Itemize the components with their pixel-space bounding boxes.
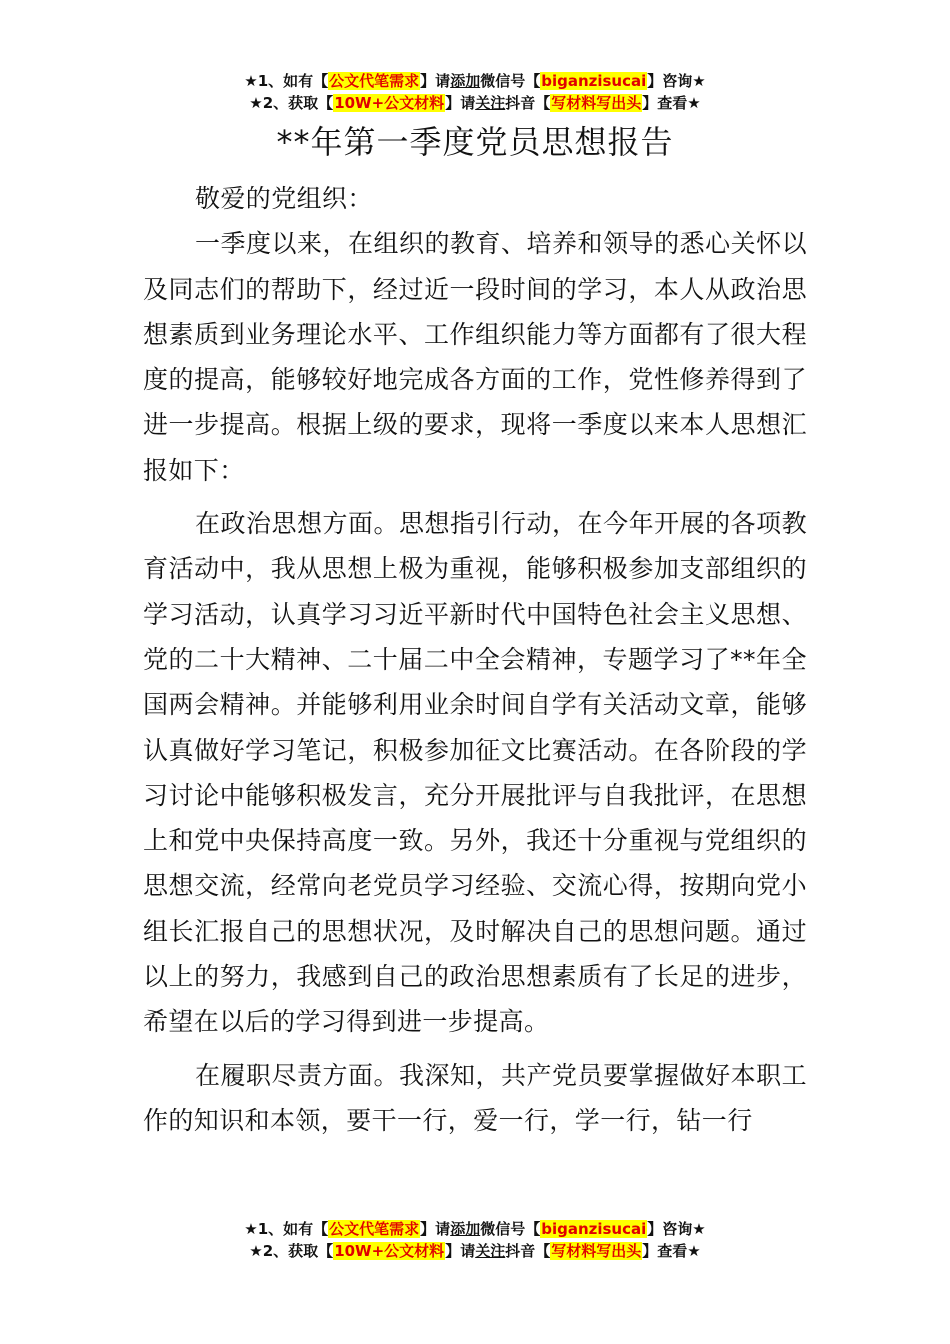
wechat-id-highlight: biganzisucai xyxy=(541,72,647,90)
document-body xyxy=(143,176,807,1143)
footer-notice xyxy=(0,1218,950,1262)
notice-line-1: ★1、如有【公文代笔需求】请添加微信号【biganzisucai】咨询★ xyxy=(244,1220,706,1238)
notice-line-2: ★2、获取【10W+公文材料】请关注抖音【写材料写出头】查看★ xyxy=(249,94,701,112)
douyin-account-highlight: 写材料写出头 xyxy=(551,1242,642,1260)
notice-highlight: 10W+公文材料 xyxy=(334,94,445,112)
notice-highlight: 公文代笔需求 xyxy=(329,1220,420,1238)
paragraph: 在履职尽责方面。我深知，共产党员要掌握做好本职工作的知识和本领，要干一行，爱一行，学一行，钻一行 xyxy=(143,1060,807,1135)
notice-line-2: ★2、获取【10W+公文材料】请关注抖音【写材料写出头】查看★ xyxy=(249,1242,701,1260)
wechat-id-highlight: biganzisucai xyxy=(541,1220,647,1238)
notice-highlight: 公文代笔需求 xyxy=(329,72,420,90)
douyin-account-highlight: 写材料写出头 xyxy=(551,94,642,112)
salutation: 敬爱的党组织： xyxy=(195,184,373,213)
paragraph: 一季度以来，在组织的教育、培养和领导的悉心关怀以及同志们的帮助下，经过近一段时间的学习，本人从政治思想素质到业务理论水平、工作组织能力等方面都有了很大程度的提高，能够较好地完成各方面的工作，党性修养得到了进一步提高。根据上级的要求，现将一季度以来本人思想汇报如下： xyxy=(143,229,807,485)
paragraph: 在政治思想方面。思想指引行动，在今年开展的各项教育活动中，我从思想上极为重视，能够积极参加支部组织的学习活动，认真学习习近平新时代中国特色社会主义思想、党的二十大精神、二十届二中全会精神，专题学习了**年全国两会精神。并能够利用业余时间自学有关活动文章，能够认真做好学习笔记，积极参加征文比赛活动。在各阶段的学习讨论中能够积极发言，充分开展批评与自我批评，在思想上和党中央保持高度一致。另外，我还十分重视与党组织的思想交流，经常向老党员学习经验、交流心得，按期向党小组长汇报自己的思想状况，及时解决自己的思想问题。通过以上的努力，我感到自己的政治思想素质有了长足的进步，希望在以后的学习得到进一步提高。 xyxy=(143,509,807,1037)
header-notice xyxy=(0,70,950,114)
notice-line-1: ★1、如有【公文代笔需求】请添加微信号【biganzisucai】咨询★ xyxy=(244,72,706,90)
notice-highlight: 10W+公文材料 xyxy=(334,1242,445,1260)
document-title: **年第一季度党员思想报告 xyxy=(276,123,674,161)
